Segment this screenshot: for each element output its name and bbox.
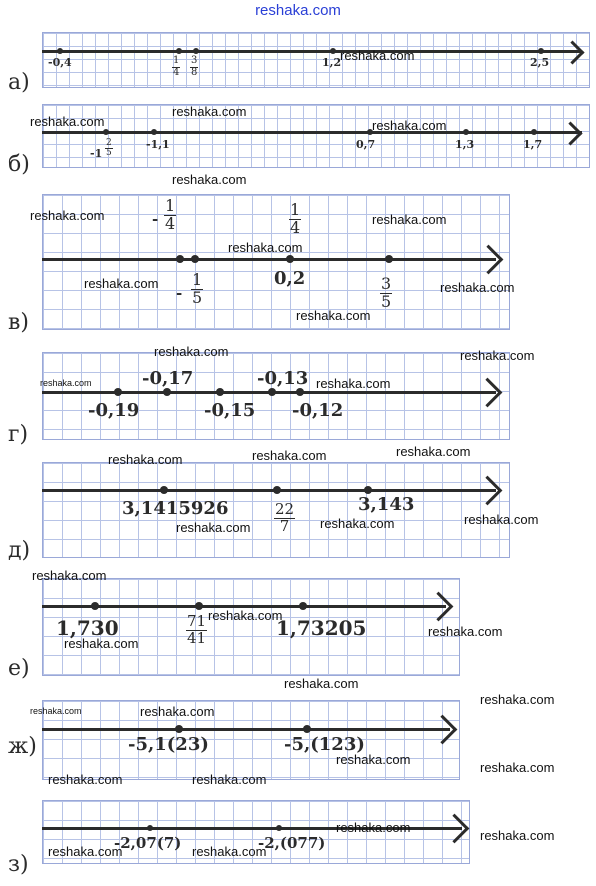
frac-a-1: $\frac{1}{4}$ [173,55,180,78]
watermark: reshaka.com [192,844,267,859]
label-z-2: -2,(077) [258,834,326,852]
label-g-4: -0,13 [257,368,309,389]
watermark: reshaka.com [336,820,411,835]
point-v-3 [286,255,294,263]
part-letter-e: е) [8,656,30,681]
label-d-1: 3,1415926 [122,498,229,519]
mixed-b-frac: $\frac{2}{5}$ [106,138,112,159]
point-d-3 [364,486,372,494]
point-b-4 [463,129,469,135]
part-letter-b: б) [8,152,30,177]
grid-zh [42,700,460,780]
point-g-1 [114,388,122,396]
watermark: reshaka.com [320,516,395,531]
watermark: reshaka.com [84,276,159,291]
watermark: reshaka.com [252,448,327,463]
label-e-1: 1,730 [56,616,119,640]
point-e-1 [91,602,99,610]
watermark: reshaka.com [480,828,555,843]
label-a-1: -0,4 [48,56,72,69]
point-d-2 [273,486,281,494]
watermark: reshaka.com [30,208,105,223]
watermark: reshaka.com [154,344,229,359]
label-zh-1: -5,1(23) [128,734,209,755]
grid-g [42,352,510,440]
watermark: reshaka.com [460,348,535,363]
point-b-2 [151,129,157,135]
label-g-2: -0,17 [142,368,194,389]
frac-v-3: $\frac{1}{4}$ [290,200,301,237]
watermark: reshaka.com [372,118,447,133]
point-zh-1 [175,725,183,733]
label-g-1: -0,19 [88,400,140,421]
label-b-1: -1,1 [146,138,170,151]
watermark: reshaka.com [172,104,247,119]
point-g-3 [216,388,224,396]
axis-zh [42,728,450,731]
frac-v-4: $\frac{3}{5}$ [381,274,392,311]
watermark: reshaka.com [48,844,123,859]
axis-v [42,258,496,261]
label-e-2: 1,73205 [276,616,367,640]
point-a-4 [330,48,336,54]
part-letter-zh: ж) [8,734,37,759]
watermark: reshaka.com [192,772,267,787]
watermark: reshaka.com [296,308,371,323]
watermark: reshaka.com [228,240,303,255]
watermark: reshaka.com [428,624,503,639]
site-header[interactable]: reshaka.com [255,2,341,19]
watermark: reshaka.com [172,172,247,187]
point-a-2 [176,48,182,54]
watermark: reshaka.com [480,692,555,707]
point-v-4 [385,255,393,263]
sign-v-1: - [152,210,159,228]
part-letter-g: г) [8,422,29,447]
part-letter-v: в) [8,310,29,335]
watermark: reshaka.com [480,760,555,775]
label-b-3: 1,3 [455,138,475,151]
point-a-1 [57,48,63,54]
axis-d [42,489,496,492]
watermark: reshaka.com [40,378,92,388]
mixed-b-whole: -1 [90,147,103,160]
part-letter-a: а) [8,70,30,95]
watermark: reshaka.com [176,520,251,535]
sign-v-2: - [176,284,183,302]
point-g-5 [296,388,304,396]
point-d-1 [160,486,168,494]
label-v-1: 0,2 [274,268,306,289]
point-z-1 [147,825,153,831]
watermark: reshaka.com [316,376,391,391]
watermark: reshaka.com [340,48,415,63]
watermark: reshaka.com [108,452,183,467]
label-g-5: -0,12 [292,400,344,421]
watermark: reshaka.com [372,212,447,227]
point-b-5 [531,129,537,135]
point-e-2 [195,602,203,610]
point-b-1 [103,129,109,135]
point-g-4 [268,388,276,396]
label-b-2: 0,7 [356,138,376,151]
watermark: reshaka.com [64,636,139,651]
watermark: reshaka.com [32,568,107,583]
axis-b [42,131,582,134]
point-zh-2 [303,725,311,733]
part-letter-z: з) [8,852,29,877]
label-g-3: -0,15 [204,400,256,421]
watermark: reshaka.com [48,772,123,787]
point-a-3 [193,48,199,54]
watermark: reshaka.com [440,280,515,295]
frac-v-2: $\frac{1}{5}$ [192,270,203,307]
frac-a-2: $\frac{3}{8}$ [191,55,198,78]
point-g-2 [163,388,171,396]
point-e-3 [299,602,307,610]
axis-a [42,50,582,53]
watermark: reshaka.com [208,608,283,623]
watermark: reshaka.com [284,676,359,691]
frac-v-1: $\frac{1}{4}$ [165,196,176,233]
point-v-1 [176,255,184,263]
part-letter-d: д) [8,538,31,563]
watermark: reshaka.com [336,752,411,767]
label-b-4: 1,7 [523,138,543,151]
label-zh-2: -5,(123) [284,734,365,755]
watermark: reshaka.com [30,706,82,716]
grid-a [42,32,590,88]
grid-b [42,104,590,168]
watermark: reshaka.com [396,444,471,459]
point-z-2 [276,825,282,831]
watermark: reshaka.com [140,704,215,719]
point-v-2 [191,255,199,263]
frac-e-1: $\frac{71}{41}$ [187,612,207,647]
point-a-5 [538,48,544,54]
label-z-1: -2,07(7) [114,834,182,852]
label-a-2: 1,2 [322,56,342,69]
label-a-3: 2,5 [530,56,550,69]
frac-d-1: $\frac{22}{7}$ [275,500,295,535]
watermark: reshaka.com [464,512,539,527]
label-d-2: 3,143 [358,494,415,515]
watermark: reshaka.com [30,114,105,129]
